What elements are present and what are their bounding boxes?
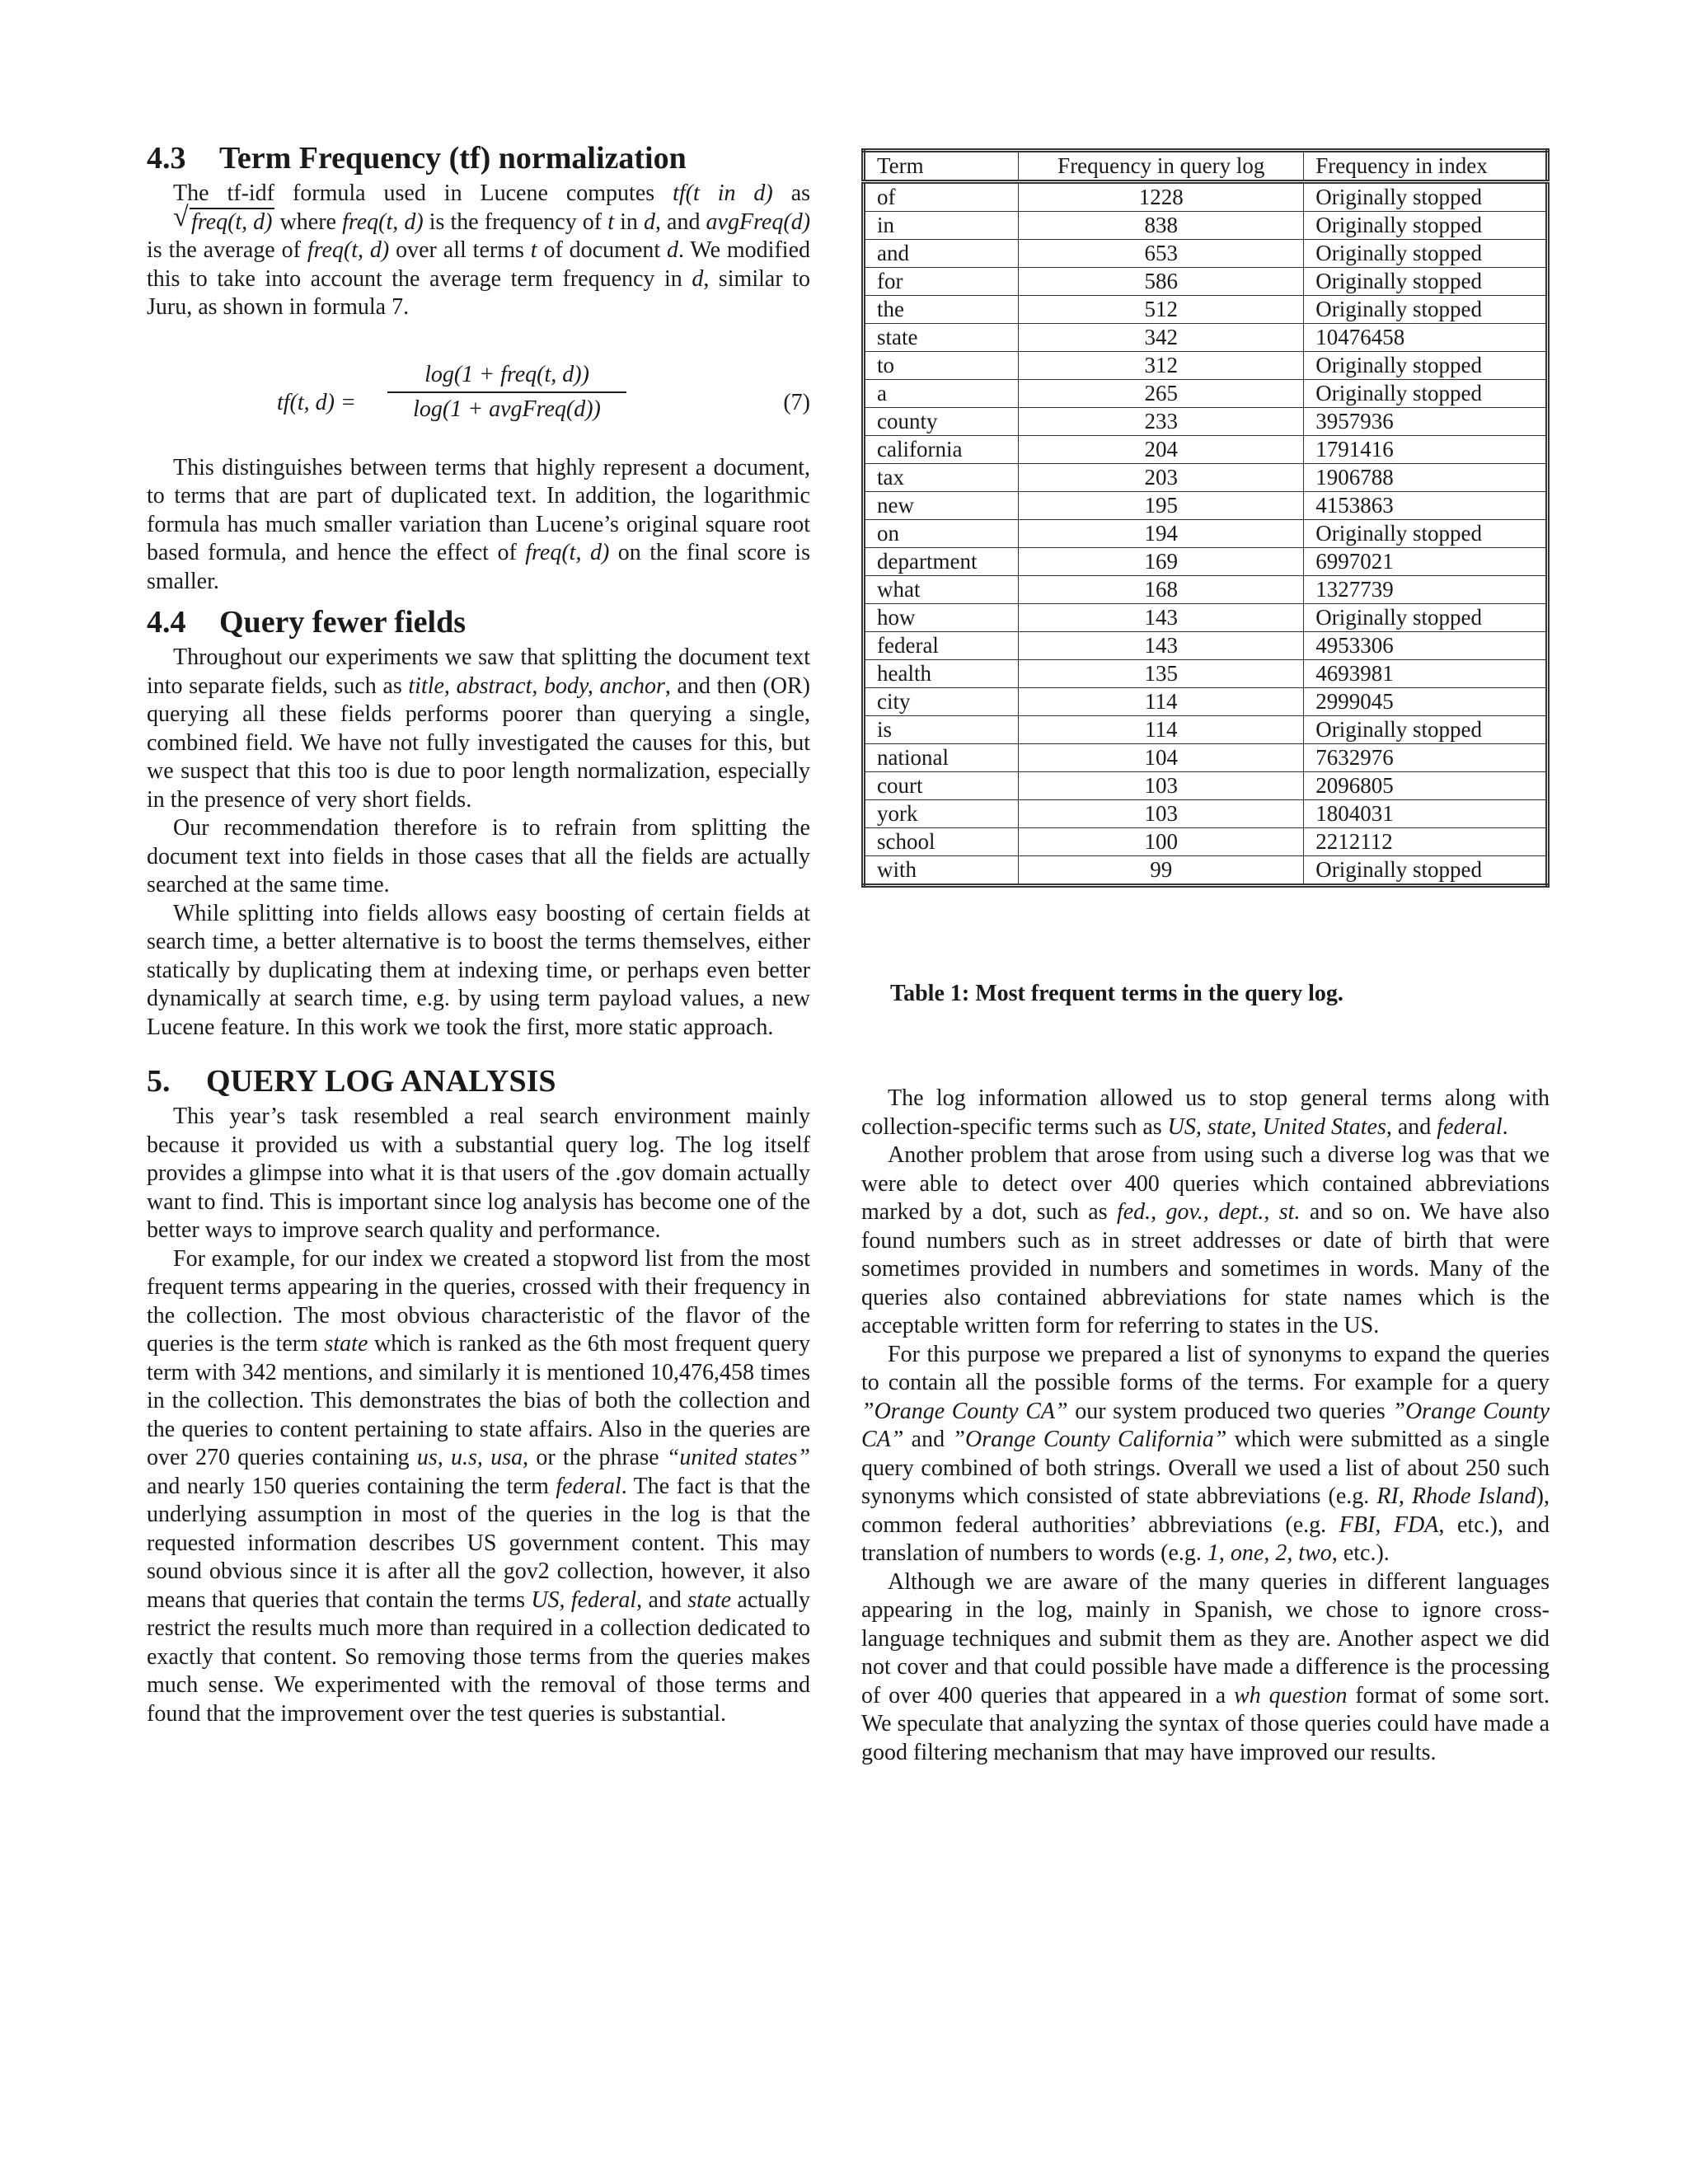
cell-index-frequency: 4153863 xyxy=(1304,492,1548,520)
table-row xyxy=(864,380,1548,408)
formula-lhs: tf(t, d) = xyxy=(277,389,356,415)
table-row xyxy=(864,240,1548,268)
table-row xyxy=(864,548,1548,576)
table-row xyxy=(864,352,1548,380)
cell-query-log-frequency: 143 xyxy=(1019,604,1304,632)
table-row xyxy=(864,436,1548,464)
cell-query-log-frequency: 100 xyxy=(1019,828,1304,856)
cell-term: the xyxy=(864,296,1019,324)
cell-index-frequency: 1791416 xyxy=(1304,436,1548,464)
table-header-term: Term xyxy=(864,151,1019,182)
cell-index-frequency: 10476458 xyxy=(1304,324,1548,352)
cell-query-log-frequency: 103 xyxy=(1019,772,1304,800)
cell-query-log-frequency: 342 xyxy=(1019,324,1304,352)
cell-index-frequency: 6997021 xyxy=(1304,548,1548,576)
table-row xyxy=(864,576,1548,604)
cell-query-log-frequency: 114 xyxy=(1019,688,1304,716)
cell-term: york xyxy=(864,800,1019,828)
section-4-4-heading: 4.4 Query fewer fields xyxy=(147,605,466,640)
formula-numerator: log(1 + freq(t, d)) xyxy=(387,362,626,393)
cell-term: court xyxy=(864,772,1019,800)
table-row xyxy=(864,324,1548,352)
cell-term: of xyxy=(864,182,1019,212)
table-header-query-log: Frequency in query log xyxy=(1019,151,1304,182)
cell-index-frequency: Originally stopped xyxy=(1304,856,1548,886)
table-row xyxy=(864,268,1548,296)
cell-query-log-frequency: 194 xyxy=(1019,520,1304,548)
table-row xyxy=(864,632,1548,660)
cell-index-frequency: Originally stopped xyxy=(1304,352,1548,380)
table-row xyxy=(864,800,1548,828)
cell-term: california xyxy=(864,436,1019,464)
table-row xyxy=(864,716,1548,744)
cell-query-log-frequency: 169 xyxy=(1019,548,1304,576)
cell-query-log-frequency: 104 xyxy=(1019,744,1304,772)
cell-term: health xyxy=(864,660,1019,688)
cell-term: in xyxy=(864,212,1019,240)
table-row xyxy=(864,688,1548,716)
formula-fraction xyxy=(387,362,626,423)
cell-query-log-frequency: 135 xyxy=(1019,660,1304,688)
section-5-paragraph-2: For example, for our index we created a stopword list from the most frequent terms appearing in the queries, crossed with their frequency in the collection. The most obvious characteristic of the flavor of the queries is the term state which is ranked as the 6th most frequent query term with 342 mentions, and similarly it is mentioned 10,476,458 times in the collection. This demonstrates the bias of both the collection and the queries to content pertaining to state affairs. Also in the queries are over 270 queries containing us, u.s, usa, or the phrase “united states” and nearly 150 queries containing the term federal. The fact is that the underlying assumption in most of the queries in the log is that the requested information describes US government content. This may sound obvious since it is after all the gov2 collection, however, it also means that queries that contain the terms US, federal, and state actually restrict the results much more than required in a collection dedicated to exactly that content. So removing those terms from the queries makes much sense. We experimented with the removal of those terms and found that the improvement over the test queries is substantial. xyxy=(147,1245,811,1727)
cell-index-frequency: Originally stopped xyxy=(1304,380,1548,408)
cell-query-log-frequency: 1228 xyxy=(1019,182,1304,212)
cell-query-log-frequency: 168 xyxy=(1019,576,1304,604)
formula-denominator: log(1 + avgFreq(d)) xyxy=(413,396,601,422)
table-row xyxy=(864,828,1548,856)
cell-index-frequency: 7632976 xyxy=(1304,744,1548,772)
cell-index-frequency: 3957936 xyxy=(1304,408,1548,436)
cell-query-log-frequency: 512 xyxy=(1019,296,1304,324)
cell-term: school xyxy=(864,828,1019,856)
cell-index-frequency: 2999045 xyxy=(1304,688,1548,716)
cell-term: city xyxy=(864,688,1019,716)
cell-term: national xyxy=(864,744,1019,772)
section-4-4-paragraph-1: Throughout our experiments we saw that splitting the document text into separate fields, such as title, abstract, body, anchor, and then (OR) querying all these fields performs poorer than querying a single, combined field. We have not fully investigated the causes for this, but we suspect that this too is due to poor length normalization, especially in the presence of very short fields. xyxy=(147,644,811,813)
cell-term: state xyxy=(864,324,1019,352)
cell-query-log-frequency: 586 xyxy=(1019,268,1304,296)
table-row xyxy=(864,492,1548,520)
cell-term: county xyxy=(864,408,1019,436)
section-5-paragraph-1: This year’s task resembled a real search environment mainly because it provided us with a substantial query log. The log itself provides a glimpse into what it is that users of the .gov domain actually want to find. This is important since log analysis has become one of the better ways to improve search quality and performance. xyxy=(147,1104,810,1243)
cell-term: federal xyxy=(864,632,1019,660)
sqrt-expression: √ freq(t, d) xyxy=(173,201,273,235)
right-column xyxy=(861,1085,1550,1767)
frequency-table xyxy=(861,148,1550,888)
cell-term: department xyxy=(864,548,1019,576)
right-paragraph-2: Another problem that arose from using such a diverse log was that we were able to detect over 400 queries which contained abbreviations marked by a dot, such as fed., gov., dept., st. and so on. We have also found numbers such as in street addresses or date of birth that were sometimes provided in numbers and sometimes in words. Many of the queries also contained abbreviations for state names which is the acceptable written form for referring to states in the US. xyxy=(861,1142,1550,1338)
cell-term: on xyxy=(864,520,1019,548)
cell-index-frequency: Originally stopped xyxy=(1304,716,1548,744)
cell-index-frequency: Originally stopped xyxy=(1304,212,1548,240)
table-row xyxy=(864,408,1548,436)
cell-index-frequency: Originally stopped xyxy=(1304,604,1548,632)
cell-term: with xyxy=(864,856,1019,886)
table-row xyxy=(864,604,1548,632)
table-row xyxy=(864,212,1548,240)
cell-term: a xyxy=(864,380,1019,408)
cell-index-frequency: 1906788 xyxy=(1304,464,1548,492)
table-header-index: Frequency in index xyxy=(1304,151,1548,182)
formula-number: (7) xyxy=(783,389,810,415)
cell-query-log-frequency: 195 xyxy=(1019,492,1304,520)
cell-index-frequency: 1327739 xyxy=(1304,576,1548,604)
cell-query-log-frequency: 653 xyxy=(1019,240,1304,268)
cell-query-log-frequency: 838 xyxy=(1019,212,1304,240)
cell-index-frequency: Originally stopped xyxy=(1304,520,1548,548)
table-row xyxy=(864,520,1548,548)
cell-term: and xyxy=(864,240,1019,268)
table-row xyxy=(864,772,1548,800)
cell-query-log-frequency: 99 xyxy=(1019,856,1304,886)
cell-term: is xyxy=(864,716,1019,744)
section-4-3-paragraph-2: This distinguishes between terms that highly represent a document, to terms that are part of duplicated text. In addition, the logarithmic formula has much smaller variation than Lucene’s original square root based formula, and hence the effect of freq(t, d) on the final score is smaller. xyxy=(147,454,810,594)
table-row xyxy=(864,296,1548,324)
section-4-3-heading: 4.3 Term Frequency (tf) normalization xyxy=(147,141,687,176)
cell-term: new xyxy=(864,492,1019,520)
cell-query-log-frequency: 143 xyxy=(1019,632,1304,660)
cell-query-log-frequency: 312 xyxy=(1019,352,1304,380)
table-header-row xyxy=(864,151,1548,182)
cell-index-frequency: 2096805 xyxy=(1304,772,1548,800)
cell-term: what xyxy=(864,576,1019,604)
cell-index-frequency: 2212112 xyxy=(1304,828,1548,856)
table-body xyxy=(864,182,1548,886)
right-paragraph-4: Although we are aware of the many queries in different languages appearing in the log, mainly in Spanish, we chose to ignore cross-language techniques and submit them as they are. Another aspect we did not cover and that could possible have made a difference is the processing of over 400 queries that appeared in a wh question format of some sort. We speculate that analyzing the syntax of those queries could have made a good filtering mechanism that may have improved our results. xyxy=(861,1568,1550,1765)
section-4-4-paragraph-3: While splitting into fields allows easy boosting of certain fields at search time, a better alternative is to boost the terms themselves, either statically by duplicating them at indexing time, or perhaps even better dynamically at search time, e.g. by using term payload values, a new Lucene feature. In this work we took the first, more static approach. xyxy=(147,900,810,1040)
cell-query-log-frequency: 204 xyxy=(1019,436,1304,464)
cell-index-frequency: Originally stopped xyxy=(1304,182,1548,212)
cell-query-log-frequency: 103 xyxy=(1019,800,1304,828)
table-row xyxy=(864,182,1548,212)
cell-term: for xyxy=(864,268,1019,296)
left-column xyxy=(147,140,810,1728)
right-paragraph-3: For this purpose we prepared a list of synonyms to expand the queries to contain all the possible forms of the terms. For example for a query ”Orange County CA” our system produced two queries ”Orange County CA” and ”Orange County California” which were submitted as a single query combined of both strings. Overall we used a list of about 250 such synonyms which consisted of state abbreviations (e.g. RI, Rhode Island), common federal authorities’ abbreviations (e.g. FBI, FDA, etc.), and translation of numbers to words (e.g. 1, one, 2, two, etc.). xyxy=(861,1341,1550,1566)
cell-index-frequency: Originally stopped xyxy=(1304,268,1548,296)
formula-7 xyxy=(147,359,810,448)
cell-query-log-frequency: 114 xyxy=(1019,716,1304,744)
cell-index-frequency: 4693981 xyxy=(1304,660,1548,688)
table-row xyxy=(864,856,1548,886)
table-row xyxy=(864,744,1548,772)
section-4-4-paragraph-2: Our recommendation therefore is to refrain from splitting the document text into fields in those cases that all the fields are actually searched at the same time. xyxy=(147,815,810,898)
cell-query-log-frequency: 265 xyxy=(1019,380,1304,408)
cell-query-log-frequency: 233 xyxy=(1019,408,1304,436)
cell-index-frequency: Originally stopped xyxy=(1304,296,1548,324)
cell-index-frequency: Originally stopped xyxy=(1304,240,1548,268)
right-paragraph-1: The log information allowed us to stop general terms along with collection-specific terms such as US, state, United States, and federal. xyxy=(861,1085,1550,1140)
cell-query-log-frequency: 203 xyxy=(1019,464,1304,492)
cell-index-frequency: 1804031 xyxy=(1304,800,1548,828)
section-4-3-paragraph-1: The tf-idf formula used in Lucene computes tf(t in d) as √ freq(t, d) where freq(t, d) is the frequency of t in d, and avgFreq(d) is the average of freq(t, d) over all terms t of document d. We modified this to take into account the average term frequency in d, similar to Juru, as shown in formula 7. xyxy=(147,180,811,320)
section-5-heading: 5. QUERY LOG ANALYSIS xyxy=(147,1064,556,1099)
cell-index-frequency: 4953306 xyxy=(1304,632,1548,660)
table-row xyxy=(864,464,1548,492)
cell-term: to xyxy=(864,352,1019,380)
cell-term: tax xyxy=(864,464,1019,492)
table-caption: Table 1: Most frequent terms in the query log. xyxy=(890,981,1343,1006)
table-row xyxy=(864,660,1548,688)
cell-term: how xyxy=(864,604,1019,632)
